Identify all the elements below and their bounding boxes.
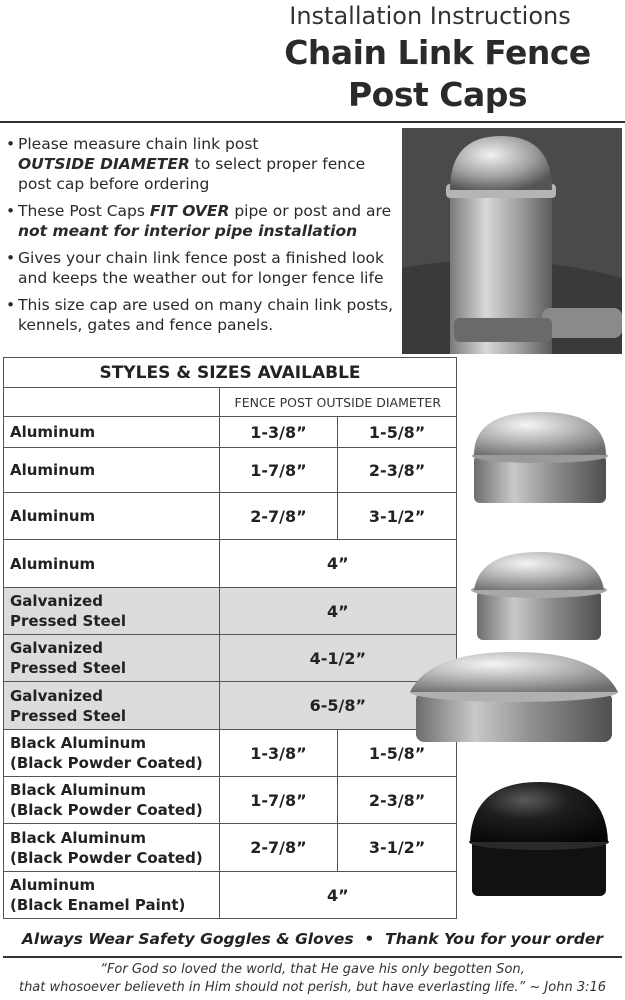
style-cell: Aluminum (4, 417, 220, 448)
title-line-1: Chain Link Fence (284, 33, 591, 72)
size-cell: 4” (219, 540, 456, 588)
aluminum-cap-icon (472, 412, 608, 503)
bullet-dot: • (6, 249, 16, 267)
bullet-emphasis: FIT OVER (149, 202, 230, 220)
size-cell: 2-3/8” (338, 777, 457, 824)
verse-line-2: that whosoever believeth in Him should not perish, but have everlasting life.” ~ John 3:16 (18, 980, 607, 995)
table-row (4, 635, 457, 682)
size-cell: 4” (219, 872, 456, 919)
table-corner (4, 388, 220, 417)
header-divider (0, 121, 625, 123)
safety-text: Always Wear Safety Goggles & Gloves (21, 930, 354, 948)
style-cell: Aluminum (4, 540, 220, 588)
table-row (4, 872, 457, 919)
style-cell: Black Aluminum (Black Powder Coated) (4, 824, 220, 872)
size-cell: 2-7/8” (219, 824, 338, 872)
separator-dot: • (364, 930, 375, 948)
bullet-text: Please measure chain link post (18, 135, 259, 153)
size-cell: 2-3/8” (338, 448, 457, 493)
size-cell: 4” (219, 588, 456, 635)
style-cell: Galvanized Pressed Steel (4, 588, 220, 635)
thank-you-text: Thank You for your order (385, 930, 604, 948)
footer-divider (3, 956, 622, 958)
table-row (4, 448, 457, 493)
style-cell: Aluminum (4, 448, 220, 493)
bullet-item (6, 295, 396, 335)
table-row (4, 777, 457, 824)
size-cell: 3-1/2” (338, 493, 457, 540)
galvanized-cap-small-icon (471, 552, 607, 640)
bullet-item (6, 134, 396, 194)
header-subtitle: Installation Instructions (289, 2, 571, 30)
title-line-2: Post Caps (347, 75, 527, 114)
size-cell: 1-7/8” (219, 448, 338, 493)
size-cell: 4-1/2” (219, 635, 456, 682)
style-cell: Aluminum (Black Enamel Paint) (4, 872, 220, 919)
table-row (4, 493, 457, 540)
table-subheader: FENCE POST OUTSIDE DIAMETER (219, 388, 456, 417)
bullet-text: to select proper fence post cap before ordering (18, 155, 366, 193)
black-cap-icon (469, 782, 609, 896)
style-cell: Black Aluminum (Black Powder Coated) (4, 777, 220, 824)
bullet-dot: • (6, 202, 16, 220)
table-row (4, 824, 457, 872)
table-row (4, 540, 457, 588)
size-cell: 1-3/8” (219, 730, 338, 777)
bullet-emphasis: not meant for interior pipe installation (18, 222, 358, 240)
bullet-text: These Post Caps (18, 202, 145, 220)
bullet-dot: • (6, 135, 16, 153)
size-cell: 1-5/8” (338, 730, 457, 777)
safety-notice (0, 930, 625, 948)
bullet-text: Gives your chain link fence post a finished look and keeps the weather out for longer fence life (18, 249, 385, 287)
table-row (4, 417, 457, 448)
bullet-dot: • (6, 296, 16, 314)
table-row (4, 588, 457, 635)
style-cell: Galvanized Pressed Steel (4, 635, 220, 682)
style-cell: Galvanized Pressed Steel (4, 682, 220, 730)
table-row (4, 730, 457, 777)
verse-line-1: “For God so loved the world, that He gave his only begotten Son, (100, 962, 525, 977)
size-cell: 1-7/8” (219, 777, 338, 824)
bullet-item (6, 201, 396, 241)
size-cell: 3-1/2” (338, 824, 457, 872)
header-title (260, 32, 615, 116)
bullet-list (6, 134, 396, 342)
size-cell: 2-7/8” (219, 493, 338, 540)
product-photo (402, 128, 622, 354)
bullet-text: This size cap are used on many chain link posts, kennels, gates and fence panels. (18, 296, 394, 334)
bullet-text: pipe or post and are (234, 202, 392, 220)
table-row (4, 682, 457, 730)
bible-verse (0, 961, 625, 997)
size-cell: 1-5/8” (338, 417, 457, 448)
table-title: STYLES & SIZES AVAILABLE (4, 358, 457, 388)
bullet-emphasis: OUTSIDE DIAMETER (18, 155, 190, 173)
style-cell: Aluminum (4, 493, 220, 540)
styles-sizes-table (3, 357, 457, 919)
size-cell: 1-3/8” (219, 417, 338, 448)
bullet-item (6, 248, 396, 288)
size-cell: 6-5/8” (219, 682, 456, 730)
style-cell: Black Aluminum (Black Powder Coated) (4, 730, 220, 777)
